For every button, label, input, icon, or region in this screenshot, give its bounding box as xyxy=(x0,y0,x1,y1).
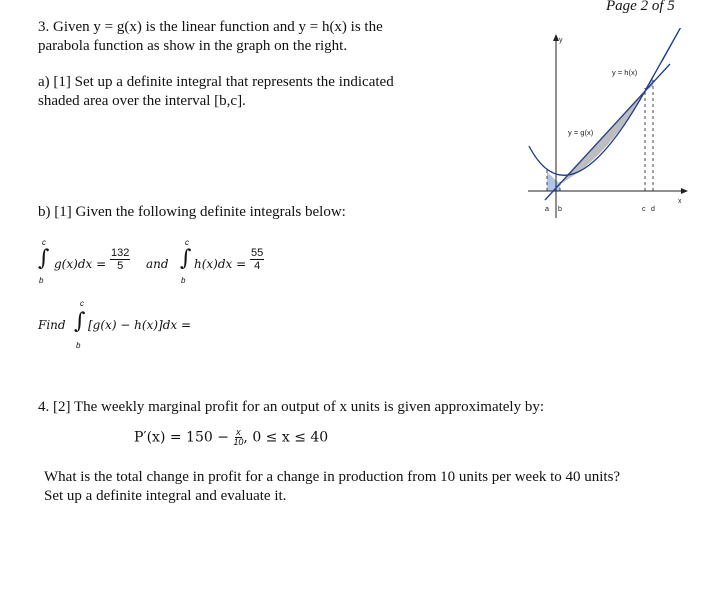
q4-formula xyxy=(134,428,328,447)
integral-3-upper: c xyxy=(80,299,84,308)
y-axis-label: y xyxy=(559,37,563,44)
q3b-line: b) [1] Given the following definite integrals below: xyxy=(38,204,346,220)
integral-1-upper: c xyxy=(42,238,46,247)
page-number: Page 2 of 5 xyxy=(606,0,675,14)
x-axis-label: x xyxy=(678,198,682,205)
integral-2-expr: h(x)dx = xyxy=(194,257,247,271)
tick-label-a: a xyxy=(545,206,549,213)
integral-3-lower: b xyxy=(76,341,81,350)
formula-denominator: 10 xyxy=(233,437,244,447)
integral-2-lower: b xyxy=(181,276,186,285)
formula-lhs: P′(x) = 150 − xyxy=(134,429,229,446)
tick-label-b: b xyxy=(558,206,562,213)
parabola-h xyxy=(529,28,687,175)
formula-numerator: x xyxy=(236,427,241,437)
integral-2-numerator: 55 xyxy=(251,247,264,259)
x-axis-arrow xyxy=(681,188,688,194)
integral-1-denominator: 5 xyxy=(117,260,124,272)
integral-1-numerator: 132 xyxy=(111,247,130,259)
integral-2-upper: c xyxy=(185,238,189,247)
and-word: and xyxy=(146,257,169,271)
q4-line2: What is the total change in profit for a change in production from 10 units per week to 40 units? xyxy=(44,469,621,485)
q4-line1: 4. [2] The weekly marginal profit for an output of x units is given approximately by: xyxy=(38,399,545,415)
find-expr: [g(x) − h(x)]dx = xyxy=(88,318,192,332)
tick-label-c: c xyxy=(642,206,646,213)
g-label: y = g(x) xyxy=(568,128,594,137)
tick-label-d: d xyxy=(651,206,655,213)
q3a-line1: a) [1] Set up a definite integral that represents the indicated xyxy=(38,74,394,90)
integral-sign: ∫ xyxy=(180,246,192,271)
integral-2-fraction xyxy=(250,247,264,272)
q3a-line2: shaded area over the interval [b,c]. xyxy=(38,93,246,109)
q3-line2: parabola function as show in the graph on the right. xyxy=(38,38,348,54)
q4-line3: Set up a definite integral and evaluate it. xyxy=(44,488,287,504)
integral-2-denominator: 4 xyxy=(254,260,261,272)
integral-1-lower: b xyxy=(39,276,44,285)
integral-sign: ∫ xyxy=(74,309,86,334)
line-g xyxy=(545,64,670,200)
q3-line1: 3. Given y = g(x) is the linear function and y = h(x) is the xyxy=(38,19,383,35)
integral-1-expr: g(x)dx = xyxy=(54,257,107,271)
function-graph xyxy=(520,28,720,218)
h-label: y = h(x) xyxy=(612,68,638,77)
integral-sign: ∫ xyxy=(38,246,50,271)
integral-1-fraction xyxy=(110,247,130,272)
find-word: Find xyxy=(38,318,66,332)
formula-rhs: , 0 ≤ x ≤ 40 xyxy=(243,429,329,446)
